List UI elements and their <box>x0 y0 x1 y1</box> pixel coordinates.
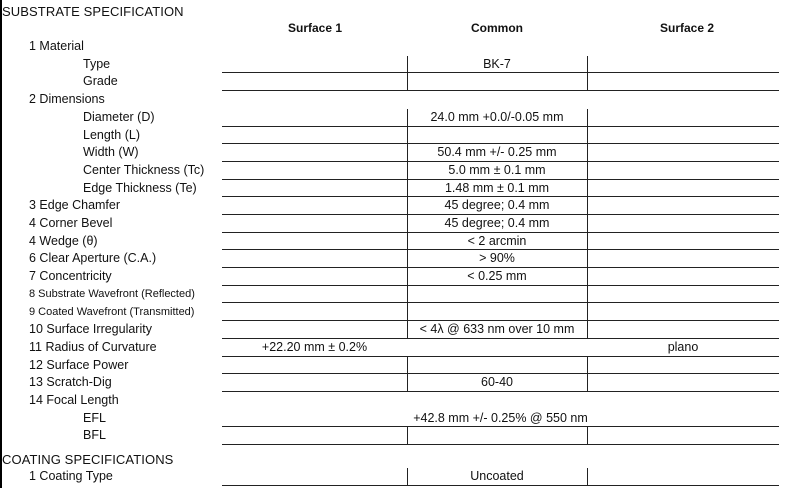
column-divider <box>407 304 408 322</box>
row-label: 11 Radius of Curvature <box>29 340 157 354</box>
row-label: 7 Concentricity <box>29 269 112 283</box>
row-rule <box>222 285 779 286</box>
column-divider <box>407 427 408 445</box>
common-value: +42.8 mm +/- 0.25% @ 550 nm <box>413 411 588 425</box>
common-value: 45 degree; 0.4 mm <box>444 198 550 212</box>
row-rule <box>222 426 779 427</box>
row-rule <box>222 391 779 392</box>
surface-2-value: plano <box>667 340 699 354</box>
common-value: Uncoated <box>470 469 524 483</box>
column-divider <box>587 197 588 215</box>
row-label: 4 Corner Bevel <box>29 216 113 230</box>
common-value: BK-7 <box>483 57 511 71</box>
column-divider <box>587 304 588 322</box>
substrate-section-title: SUBSTRATE SPECIFICATION <box>2 4 184 19</box>
row-label: 12 Surface Power <box>29 358 129 372</box>
row-label: 10 Surface Irregularity <box>29 322 152 336</box>
column-divider <box>587 162 588 180</box>
row-label: 6 Clear Aperture (C.A.) <box>29 251 157 265</box>
common-value: 1.48 mm ± 0.1 mm <box>444 181 550 195</box>
column-divider <box>407 357 408 375</box>
common-value: < 0.25 mm <box>467 269 527 283</box>
column-divider <box>407 286 408 304</box>
left-border <box>0 0 2 488</box>
row-label: BFL <box>83 428 106 442</box>
row-label: 2 Dimensions <box>29 92 105 106</box>
row-rule <box>222 302 779 303</box>
column-divider <box>587 374 588 392</box>
surface-1-value: +22.20 mm ± 0.2% <box>261 340 368 354</box>
column-divider <box>587 215 588 233</box>
row-label: Grade <box>83 74 118 88</box>
common-value: 50.4 mm +/- 0.25 mm <box>437 145 557 159</box>
row-label: 4 Wedge (θ) <box>29 234 98 248</box>
row-label: 14 Focal Length <box>29 393 119 407</box>
column-divider <box>587 109 588 127</box>
column-divider <box>587 321 588 339</box>
column-divider <box>407 73 408 91</box>
row-label: Length (L) <box>83 128 140 142</box>
row-rule <box>222 90 779 91</box>
row-rule <box>222 356 779 357</box>
column-divider <box>587 357 588 375</box>
column-divider <box>587 286 588 304</box>
column-divider <box>587 73 588 91</box>
column-divider <box>587 468 588 486</box>
column-divider <box>587 56 588 74</box>
row-rule <box>222 444 779 445</box>
column-header-common: Common <box>471 21 523 35</box>
common-value: 45 degree; 0.4 mm <box>444 216 550 230</box>
common-value: 24.0 mm +0.0/-0.05 mm <box>430 110 564 124</box>
column-divider <box>587 144 588 162</box>
row-label: 8 Substrate Wavefront (Reflected) <box>29 288 195 300</box>
common-value: 60-40 <box>481 375 513 389</box>
column-header-surface-1: Surface 1 <box>287 21 343 35</box>
row-rule <box>222 72 779 73</box>
column-divider <box>587 268 588 286</box>
row-label: 1 Material <box>29 39 84 53</box>
common-value: < 4λ @ 633 nm over 10 mm <box>419 322 575 336</box>
common-value: 5.0 mm ± 0.1 mm <box>448 163 546 177</box>
column-divider <box>587 180 588 198</box>
row-label: 3 Edge Chamfer <box>29 198 121 212</box>
column-divider <box>587 427 588 445</box>
row-label: 1 Coating Type <box>29 469 113 483</box>
row-label: Center Thickness (Tc) <box>83 163 205 177</box>
column-divider <box>407 127 408 145</box>
common-value: > 90% <box>479 251 515 265</box>
row-label: Width (W) <box>83 145 139 159</box>
row-label: 13 Scratch-Dig <box>29 375 112 389</box>
row-label: 9 Coated Wavefront (Transmitted) <box>29 306 195 318</box>
row-label: Type <box>83 57 111 71</box>
row-label: Diameter (D) <box>83 110 155 124</box>
row-label: Edge Thickness (Te) <box>83 181 197 195</box>
row-rule <box>222 126 779 127</box>
row-rule <box>222 485 779 486</box>
common-value: < 2 arcmin <box>467 234 527 248</box>
column-header-surface-2: Surface 2 <box>659 21 715 35</box>
column-divider <box>587 233 588 251</box>
column-divider <box>587 250 588 268</box>
coating-section-title: COATING SPECIFICATIONS <box>2 452 174 467</box>
column-divider <box>587 127 588 145</box>
row-label: EFL <box>83 411 106 425</box>
